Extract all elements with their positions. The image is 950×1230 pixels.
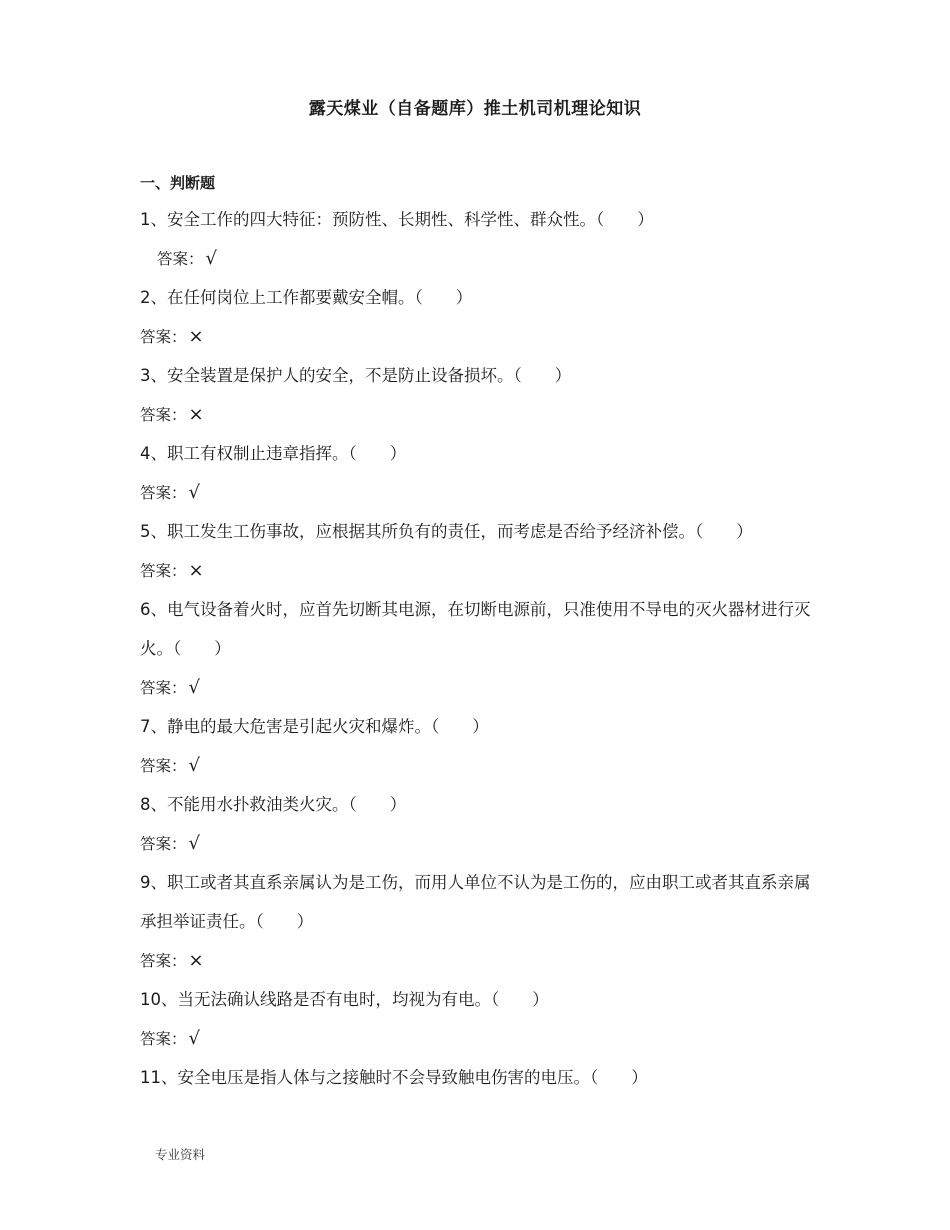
check-icon: √	[188, 1028, 200, 1049]
question-item	[140, 1058, 820, 1097]
section-heading: 一、判断题	[140, 174, 216, 192]
document-title: 露天煤业（自备题库）推土机司机理论知识	[308, 99, 642, 119]
answer-label: 答案：	[140, 757, 187, 775]
check-icon: √	[188, 833, 200, 854]
question-item	[140, 512, 820, 551]
question-item	[140, 785, 820, 824]
question-text: 6、电气设备着火时，应首先切断其电源，在切断电源前，只准使用不导电的灭火器材进行灭火。（ ）	[140, 600, 811, 658]
answer-label: 答案：	[140, 835, 187, 853]
answer-label: 答案：	[140, 952, 187, 970]
question-text: 4、职工有权制止违章指挥。（ ）	[140, 444, 407, 463]
question-list	[140, 200, 820, 1097]
answer-label: 答案：	[140, 406, 187, 424]
question-item	[140, 980, 820, 1019]
cross-icon: ×	[188, 560, 204, 581]
answer-line	[140, 317, 820, 356]
question-text: 10、当无法确认线路是否有电时，均视为有电。（ ）	[140, 990, 549, 1009]
answer-line	[140, 746, 820, 785]
cross-icon: ×	[188, 950, 204, 971]
answer-label: 答案：	[140, 562, 187, 580]
answer-label: 答案：	[140, 679, 187, 697]
check-icon: √	[205, 248, 217, 269]
question-item	[140, 356, 820, 395]
answer-line	[140, 473, 820, 512]
question-item	[140, 590, 820, 668]
answer-label: 答案：	[140, 484, 187, 502]
page-footer: 专业资料	[155, 1147, 206, 1162]
check-icon: √	[188, 755, 200, 776]
question-text: 9、职工或者其直系亲属认为是工伤，而用人单位不认为是工伤的，应由职工或者其直系亲属承担举证责任。（ ）	[140, 873, 811, 931]
question-text: 8、不能用水扑救油类火灾。（ ）	[140, 795, 407, 814]
question-item	[140, 434, 820, 473]
answer-line	[140, 941, 820, 980]
question-item	[140, 707, 820, 746]
question-item	[140, 863, 820, 941]
answer-line	[140, 239, 820, 278]
check-icon: √	[188, 677, 200, 698]
question-item	[140, 278, 820, 317]
cross-icon: ×	[188, 326, 204, 347]
answer-line	[140, 668, 820, 707]
answer-label: 答案：	[140, 1030, 187, 1048]
question-text: 2、在任何岗位上工作都要戴安全帽。（ ）	[140, 288, 473, 307]
question-text: 1、安全工作的四大特征：预防性、长期性、科学性、群众性。（ ）	[140, 210, 654, 229]
answer-line	[140, 551, 820, 590]
cross-icon: ×	[188, 404, 204, 425]
check-icon: √	[188, 482, 200, 503]
answer-label: 答案：	[157, 250, 204, 268]
answer-line	[140, 1019, 820, 1058]
answer-line	[140, 395, 820, 434]
question-text: 11、安全电压是指人体与之接触时不会导致触电伤害的电压。（ ）	[140, 1068, 648, 1087]
question-text: 7、静电的最大危害是引起火灾和爆炸。（ ）	[140, 717, 489, 736]
question-text: 5、职工发生工伤事故，应根据其所负有的责任，而考虑是否给予经济补偿。（ ）	[140, 522, 753, 541]
question-text: 3、安全装置是保护人的安全，不是防止设备损坏。（ ）	[140, 366, 572, 385]
answer-line	[140, 824, 820, 863]
question-item	[140, 200, 820, 239]
answer-label: 答案：	[140, 328, 187, 346]
